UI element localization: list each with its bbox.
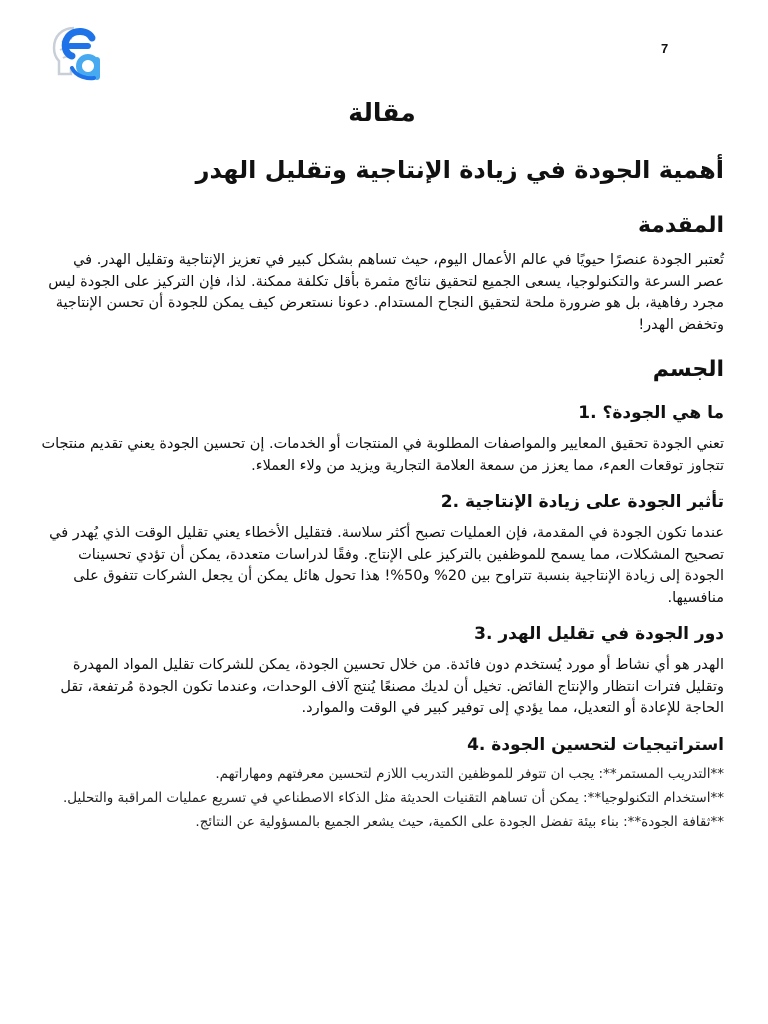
strategies-heading: استراتيجيات لتحسين الجودة .4 (467, 734, 724, 755)
document-heading: مقالة (348, 98, 416, 127)
section-heading: ما هي الجودة؟ .1 (578, 403, 724, 423)
article (40, 92, 724, 833)
brain-letter-logo-icon (44, 22, 108, 86)
list-item: **استخدام التكنولوجيا**: يمكن أن تساهم التقنيات الحديثة مثل الذكاء الاصطناعي في تسريع عمليات المراقبة والتحليل. (62, 789, 724, 806)
intro-heading: المقدمة (637, 213, 724, 238)
section-paragraph: الهدر هو أي نشاط أو مورد يُستخدم دون فائدة. من خلال تحسين الجودة، يمكن للشركات تقليل المواد المهدرة وتقليل فترات انتظار والإنتاج الفائض. تخيل أن لديك مصنعًا يُنتج آلاف الوحدات، وعندما تكون الجودة مُرتفعة، تقل الحاجة للإعادة أو التعديل، مما يؤدي إلى توفير كبير في الوقت والموارد. (60, 657, 724, 716)
list-item: **ثقافة الجودة**: بناء بيئة تفضل الجودة على الكمية، حيث يشعر الجميع بالمسؤولية عن النتائج. (195, 813, 724, 830)
section-heading: دور الجودة في تقليل الهدر .3 (474, 624, 724, 644)
article-title: أهمية الجودة في زيادة الإنتاجية وتقليل الهدر (195, 156, 724, 184)
section-paragraph: تعني الجودة تحقيق المعايير والمواصفات المطلوبة في المنتجات أو الخدمات. إن تحسين الجودة يعني تقديم منتجات تتجاوز توقعات العمء، مما يعزز من سمعة العلامة التجارية ويزيد من ولاء العملاء. (41, 436, 724, 474)
strategies-list (40, 764, 724, 833)
page-number: 7 (661, 41, 669, 56)
list-item: **التدريب المستمر**: يجب ان تتوفر للموظفين التدريب اللازم لتحسين معرفتهم ومهاراتهم. (215, 765, 724, 782)
section-heading: تأثير الجودة على زيادة الإنتاجية .2 (440, 492, 724, 512)
section-paragraph: عندما تكون الجودة في المقدمة، فإن العمليات تصبح أكثر سلاسة. فتقليل الأخطاء يعني تقليل الوقت الذي يُهدر في تصحيح المشكلات، مما يسمح للموظفين بالتركيز على الإنتاج. وفقًا لدراسات متعددة، يمكن أن تؤدي تحسينات الجودة إلى زيادة الإنتاجية بنسبة تتراوح بين 20% و50%! هذا تحول هائل يمكن أن يجعل الشركات تتفوق على منافسيها. (49, 525, 724, 606)
body-heading: الجسم (652, 357, 724, 382)
intro-paragraph: تُعتبر الجودة عنصرًا حيويًا في عالم الأعمال اليوم، حيث تساهم بشكل كبير في تعزيز الإنتاجية وتقليل الهدر. في عصر السرعة والتكنولوجيا، يسعى الجميع لتحقيق نتائج مثمرة بأقل تكلفة ممكنة. لذا، فإن التركيز على الجودة ليس مجرد رفاهية، بل هو ضرورة ملحة لتحقيق النجاح المستدام. دعونا نستعرض كيف يمكن للجودة أن تحسن الإنتاجية وتخفض الهدر! (48, 252, 724, 333)
